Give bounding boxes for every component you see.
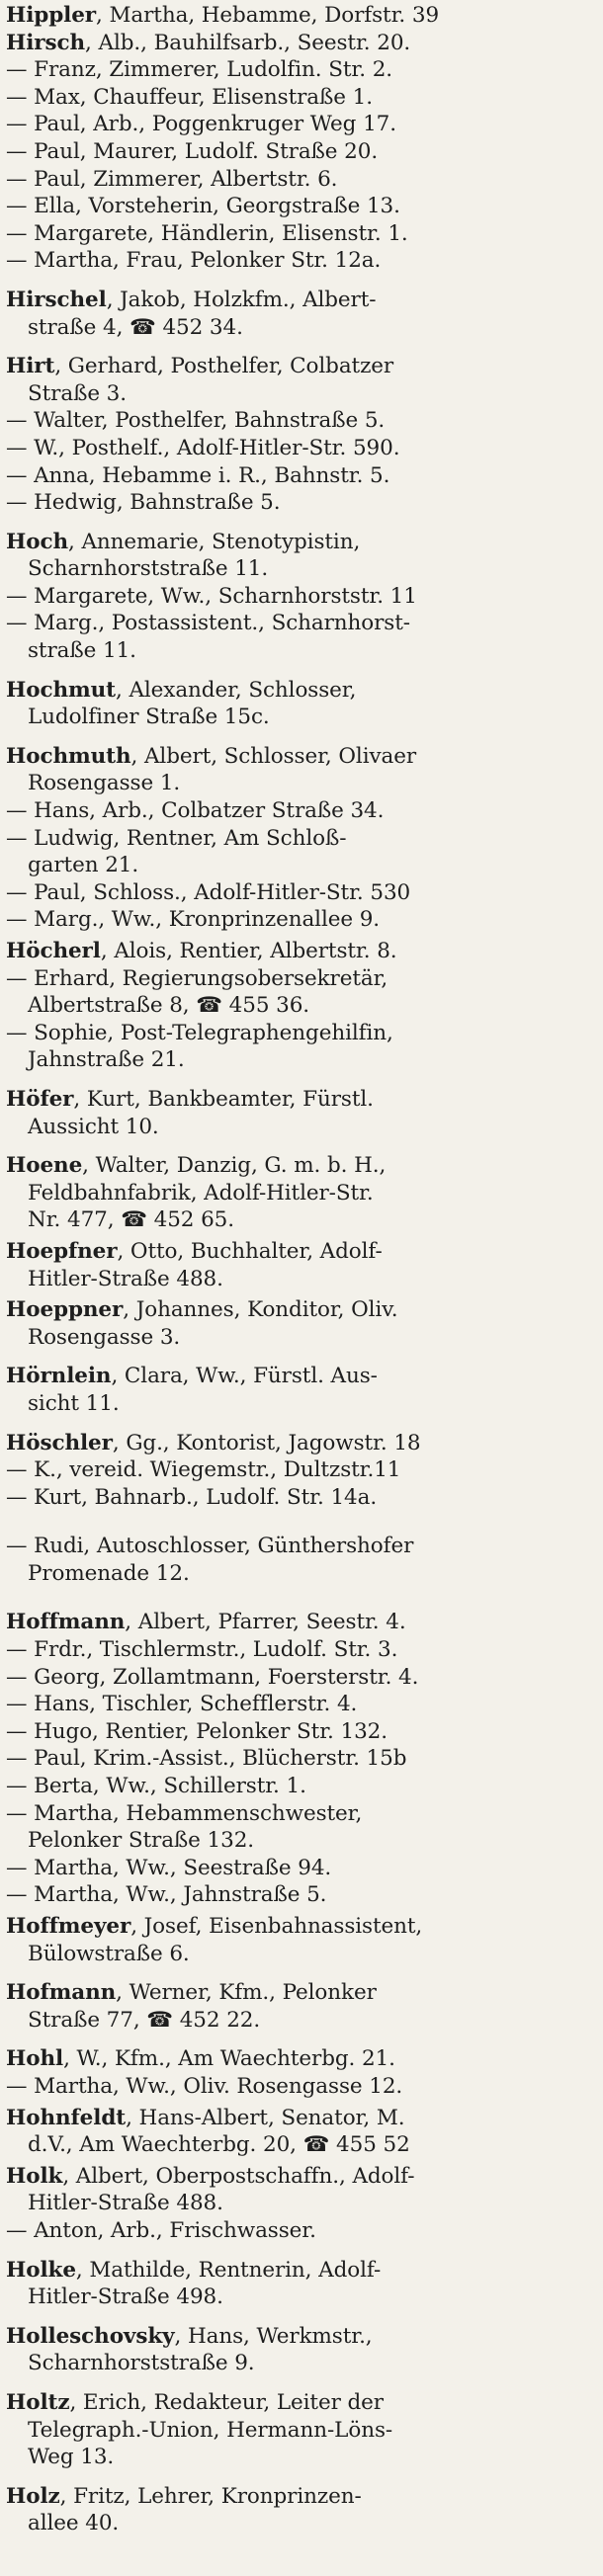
directory-entry bbox=[6, 1636, 593, 1664]
entry-line: Holleschovsky, Hans, Werkmstr., bbox=[6, 2323, 373, 2349]
entry-continuation: Hitler-Straße 498. bbox=[28, 2285, 223, 2310]
directory-entry bbox=[6, 30, 593, 57]
entry-continuation: Aussicht 10. bbox=[28, 1114, 159, 1139]
entry-surname: Hochmuth bbox=[6, 743, 131, 769]
entry-continuation: Straße 77, ☎ 452 22. bbox=[28, 2007, 261, 2033]
entry-line: — Georg, Zollamtmann, Foersterstr. 4. bbox=[6, 1664, 419, 1690]
directory-entry bbox=[6, 906, 593, 934]
entry-line: — Hans, Tischler, Schefflerstr. 4. bbox=[6, 1692, 358, 1717]
entry-line: — Erhard, Regierungsobersekretär, bbox=[6, 965, 388, 991]
entry-line: — Martha, Ww., Oliv. Rosengasse 12. bbox=[6, 2073, 403, 2099]
entry-surname: Hirsch bbox=[6, 30, 86, 55]
directory-entry bbox=[6, 1664, 593, 1692]
directory-entry bbox=[6, 1745, 593, 1773]
entry-surname: Hoffmeyer bbox=[6, 1914, 131, 1939]
directory-entry bbox=[6, 1800, 593, 1855]
entry-line: — Paul, Zimmerer, Albertstr. 6. bbox=[6, 166, 338, 192]
entry-line: Hörnlein, Clara, Ww., Fürstl. Aus- bbox=[6, 1364, 378, 1389]
directory-entry bbox=[6, 1086, 593, 1140]
entry-line: Hoffmeyer, Josef, Eisenbahnassistent, bbox=[6, 1914, 423, 1939]
entry-line: Hoch, Annemarie, Stenotypistin, bbox=[6, 529, 361, 554]
entry-line: Holtz, Erich, Redakteur, Leiter der bbox=[6, 2389, 384, 2415]
entry-spacer bbox=[6, 1587, 593, 1609]
directory-entry bbox=[6, 797, 593, 825]
entry-surname: Hirschel bbox=[6, 287, 107, 312]
entry-surname: Hippler bbox=[6, 3, 97, 28]
directory-entry bbox=[6, 462, 593, 490]
entry-line: — Sophie, Post-Telegraphengehilfin, bbox=[6, 1020, 393, 1045]
entry-line: — Max, Chauffeur, Elisenstraße 1. bbox=[6, 84, 373, 110]
entry-continuation: d.V., Am Waechterbg. 20, ☎ 455 52 bbox=[28, 2132, 410, 2158]
entry-continuation: Rosengasse 3. bbox=[28, 1324, 181, 1350]
entry-continuation: Rosengasse 1. bbox=[28, 771, 181, 796]
entry-line: — Paul, Maurer, Ludolf. Straße 20. bbox=[6, 138, 379, 164]
directory-entry bbox=[6, 1296, 593, 1351]
entry-line: Hoene, Walter, Danzig, G. m. b. H., bbox=[6, 1153, 387, 1179]
directory-entry bbox=[6, 2257, 593, 2311]
entry-line: — Anna, Hebamme i. R., Bahnstr. 5. bbox=[6, 462, 390, 488]
entry-surname: Höfer bbox=[6, 1086, 74, 1112]
entry-continuation: Hitler-Straße 488. bbox=[28, 2191, 223, 2216]
directory-entry bbox=[6, 84, 593, 112]
entry-surname: Holke bbox=[6, 2257, 76, 2283]
entry-surname: Hohl bbox=[6, 2046, 64, 2072]
entry-surname: Hohnfeldt bbox=[6, 2105, 127, 2130]
directory-entry bbox=[6, 111, 593, 138]
entry-line: Hoeppner, Johannes, Konditor, Oliv. bbox=[6, 1297, 398, 1323]
entry-line: — Martha, Ww., Jahnstraße 5. bbox=[6, 1882, 327, 1908]
entry-line: — Berta, Ww., Schillerstr. 1. bbox=[6, 1774, 306, 1799]
entry-line: Hofmann, Werner, Kfm., Pelonker bbox=[6, 1980, 377, 2006]
entry-line: — W., Posthelf., Adolf-Hitler-Str. 590. bbox=[6, 435, 400, 460]
entry-line: — Margarete, Ww., Scharnhorststr. 11 bbox=[6, 583, 417, 609]
entry-continuation: Nr. 477, ☎ 452 65. bbox=[28, 1207, 234, 1233]
entry-spacer bbox=[6, 2377, 593, 2389]
entry-spacer bbox=[6, 2034, 593, 2045]
directory-entry bbox=[6, 1363, 593, 1417]
entry-continuation: Scharnhorststraße 11. bbox=[28, 556, 269, 582]
entry-continuation: Albertstraße 8, ☎ 455 36. bbox=[28, 993, 310, 1019]
entry-line: Hirt, Gerhard, Posthelfer, Colbatzer bbox=[6, 354, 394, 379]
entry-continuation: allee 40. bbox=[28, 2511, 120, 2536]
entry-continuation: Feldbahnfabrik, Adolf-Hitler-Str. bbox=[28, 1180, 374, 1205]
entry-surname: Hirt bbox=[6, 354, 55, 379]
directory-entry bbox=[6, 287, 593, 341]
directory-entry bbox=[6, 1855, 593, 1882]
entry-line: — Hedwig, Bahnstraße 5. bbox=[6, 490, 281, 516]
entry-line: Höfer, Kurt, Bankbeamter, Fürstl. bbox=[6, 1086, 374, 1112]
directory-entry bbox=[6, 2045, 593, 2073]
entry-spacer bbox=[6, 1418, 593, 1430]
directory-entry bbox=[6, 1773, 593, 1800]
entry-line: Hirschel, Jakob, Holzkfm., Albert- bbox=[6, 287, 377, 312]
directory-entry bbox=[6, 2389, 593, 2471]
entry-spacer bbox=[6, 275, 593, 287]
entry-continuation: Hitler-Straße 488. bbox=[28, 1266, 223, 1291]
entry-surname: Holtz bbox=[6, 2389, 70, 2415]
entry-spacer bbox=[6, 1967, 593, 1979]
entry-line: Holz, Fritz, Lehrer, Kronprinzen- bbox=[6, 2483, 362, 2509]
entry-surname: Hoffmann bbox=[6, 1610, 126, 1635]
entry-surname: Hörnlein bbox=[6, 1364, 112, 1389]
directory-entry bbox=[6, 489, 593, 517]
entry-surname: Hoeppner bbox=[6, 1297, 124, 1323]
directory-entry bbox=[6, 2483, 593, 2537]
entry-spacer bbox=[6, 731, 593, 743]
entry-continuation: Weg 13. bbox=[28, 2445, 115, 2470]
entry-line: — Hugo, Rentier, Pelonker Str. 132. bbox=[6, 1718, 388, 1744]
entry-line: Höcherl, Alois, Rentier, Albertstr. 8. bbox=[6, 939, 397, 963]
directory-entry bbox=[6, 879, 593, 907]
entry-line: Höschler, Gg., Kontorist, Jagowstr. 18 bbox=[6, 1430, 421, 1455]
entry-spacer bbox=[6, 2245, 593, 2257]
entry-continuation: straße 11. bbox=[28, 638, 136, 664]
entry-continuation: garten 21. bbox=[28, 853, 139, 878]
entry-line: Holke, Mathilde, Rentnerin, Adolf- bbox=[6, 2257, 382, 2283]
directory-entry bbox=[6, 1020, 593, 1074]
directory-entry bbox=[6, 1881, 593, 1909]
entry-line: Holk, Albert, Oberpostschaffn., Adolf- bbox=[6, 2163, 415, 2189]
entry-continuation: Straße 3. bbox=[28, 380, 127, 406]
directory-entry bbox=[6, 2, 593, 30]
entry-line: — Kurt, Bahnarb., Ludolf. Str. 14a. bbox=[6, 1484, 378, 1510]
directory-entry bbox=[6, 1718, 593, 1746]
directory-entry bbox=[6, 56, 593, 84]
directory-entry bbox=[6, 2323, 593, 2377]
directory-entry bbox=[6, 353, 593, 407]
directory-entry bbox=[6, 166, 593, 194]
directory-entry bbox=[6, 743, 593, 797]
directory-entry bbox=[6, 965, 593, 1020]
entry-line: Hirsch, Alb., Bauhilfsarb., Seestr. 20. bbox=[6, 30, 411, 55]
entry-continuation: Jahnstraße 21. bbox=[28, 1047, 185, 1073]
entry-surname: Höcherl bbox=[6, 939, 101, 963]
entry-spacer bbox=[6, 2471, 593, 2483]
entry-line: — Walter, Posthelfer, Bahnstraße 5. bbox=[6, 408, 386, 434]
directory-entry bbox=[6, 138, 593, 166]
directory-entry bbox=[6, 193, 593, 220]
entry-line: — Frdr., Tischlermstr., Ludolf. Str. 3. bbox=[6, 1637, 398, 1663]
entry-line: Hoepfner, Otto, Buchhalter, Adolf- bbox=[6, 1238, 383, 1264]
directory-entry bbox=[6, 529, 593, 583]
directory-entry bbox=[6, 1533, 593, 1587]
entry-continuation: Ludolfiner Straße 15c. bbox=[28, 705, 270, 730]
directory-entry bbox=[6, 407, 593, 435]
directory-entry bbox=[6, 1430, 593, 1457]
directory-entry bbox=[6, 825, 593, 879]
entry-surname: Höschler bbox=[6, 1430, 113, 1455]
entry-spacer bbox=[6, 2311, 593, 2323]
entry-continuation: sicht 11. bbox=[28, 1390, 120, 1416]
directory-entry bbox=[6, 2105, 593, 2159]
entry-line: Hochmut, Alexander, Schlosser, bbox=[6, 677, 357, 703]
directory-entry bbox=[6, 1238, 593, 1292]
entry-spacer bbox=[6, 341, 593, 353]
entry-line: — Paul, Krim.-Assist., Blücherstr. 15b bbox=[6, 1746, 407, 1772]
entry-surname: Holz bbox=[6, 2483, 60, 2509]
entry-line: — Franz, Zimmerer, Ludolfin. Str. 2. bbox=[6, 57, 393, 83]
directory-entry bbox=[6, 938, 593, 965]
entry-line: — Paul, Schloss., Adolf-Hitler-Str. 530 bbox=[6, 879, 411, 905]
entry-surname: Hochmut bbox=[6, 677, 116, 703]
entry-spacer bbox=[6, 517, 593, 529]
entry-line: — Margarete, Händlerin, Elisenstr. 1. bbox=[6, 220, 408, 246]
entry-surname: Hoene bbox=[6, 1153, 83, 1179]
directory-entry bbox=[6, 435, 593, 462]
entry-surname: Hoepfner bbox=[6, 1238, 118, 1264]
directory-entry bbox=[6, 583, 593, 611]
directory-entry bbox=[6, 1152, 593, 1234]
entry-continuation: Scharnhorststraße 9. bbox=[28, 2351, 255, 2376]
entry-line: Hoffmann, Albert, Pfarrer, Seestr. 4. bbox=[6, 1610, 406, 1635]
entry-line: — Ludwig, Rentner, Am Schloß- bbox=[6, 825, 347, 851]
entry-line: — K., vereid. Wiegemstr., Dultzstr.11 bbox=[6, 1457, 401, 1483]
entry-surname: Hoch bbox=[6, 529, 68, 554]
directory-entry bbox=[6, 2217, 593, 2245]
entry-spacer bbox=[6, 1140, 593, 1152]
entry-line: — Ella, Vorsteherin, Georgstraße 13. bbox=[6, 194, 400, 219]
entry-line: Hippler, Martha, Hebamme, Dorfstr. 39 bbox=[6, 3, 440, 28]
entry-spacer bbox=[6, 1511, 593, 1533]
entry-continuation: Pelonker Straße 132. bbox=[28, 1828, 255, 1854]
entry-line: — Marg., Ww., Kronprinzenallee 9. bbox=[6, 907, 381, 933]
entry-line: Hochmuth, Albert, Schlosser, Olivaer bbox=[6, 743, 417, 769]
entry-line: — Martha, Frau, Pelonker Str. 12a. bbox=[6, 248, 382, 274]
entry-spacer bbox=[6, 1074, 593, 1086]
entry-line: — Paul, Arb., Poggenkruger Weg 17. bbox=[6, 112, 396, 137]
entry-spacer bbox=[6, 665, 593, 677]
directory-entry bbox=[6, 677, 593, 731]
directory-entry bbox=[6, 1484, 593, 1512]
entry-surname: Holleschovsky bbox=[6, 2323, 175, 2349]
directory-entry bbox=[6, 1913, 593, 1967]
directory-entry bbox=[6, 1609, 593, 1636]
entry-line: — Marg., Postassistent., Scharnhorst- bbox=[6, 611, 410, 636]
entry-line: — Anton, Arb., Frischwasser. bbox=[6, 2217, 316, 2243]
entry-line: Hohnfeldt, Hans-Albert, Senator, M. bbox=[6, 2105, 405, 2130]
entry-continuation: Bülowstraße 6. bbox=[28, 1941, 190, 1966]
entry-surname: Holk bbox=[6, 2163, 63, 2189]
entry-continuation: Promenade 12. bbox=[28, 1560, 190, 1586]
directory-entry bbox=[6, 247, 593, 275]
entry-line: — Martha, Ww., Seestraße 94. bbox=[6, 1855, 332, 1880]
entry-continuation: straße 4, ☎ 452 34. bbox=[28, 314, 243, 340]
entry-continuation: Telegraph.-Union, Hermann-Löns- bbox=[28, 2417, 393, 2443]
directory-entry bbox=[6, 610, 593, 664]
directory-entry bbox=[6, 1456, 593, 1484]
entry-surname: Hofmann bbox=[6, 1980, 117, 2006]
directory-entry bbox=[6, 1979, 593, 2034]
entry-line: — Rudi, Autoschlosser, Günthershofer bbox=[6, 1534, 414, 1559]
directory-entry bbox=[6, 220, 593, 248]
entry-line: — Hans, Arb., Colbatzer Straße 34. bbox=[6, 798, 385, 824]
directory-entry bbox=[6, 2163, 593, 2217]
directory-entry bbox=[6, 1691, 593, 1718]
directory-entry bbox=[6, 2073, 593, 2101]
entry-spacer bbox=[6, 1351, 593, 1363]
entry-line: Hohl, W., Kfm., Am Waechterbg. 21. bbox=[6, 2046, 395, 2072]
entry-line: — Martha, Hebammenschwester, bbox=[6, 1800, 363, 1826]
directory-entries bbox=[6, 2, 593, 2537]
